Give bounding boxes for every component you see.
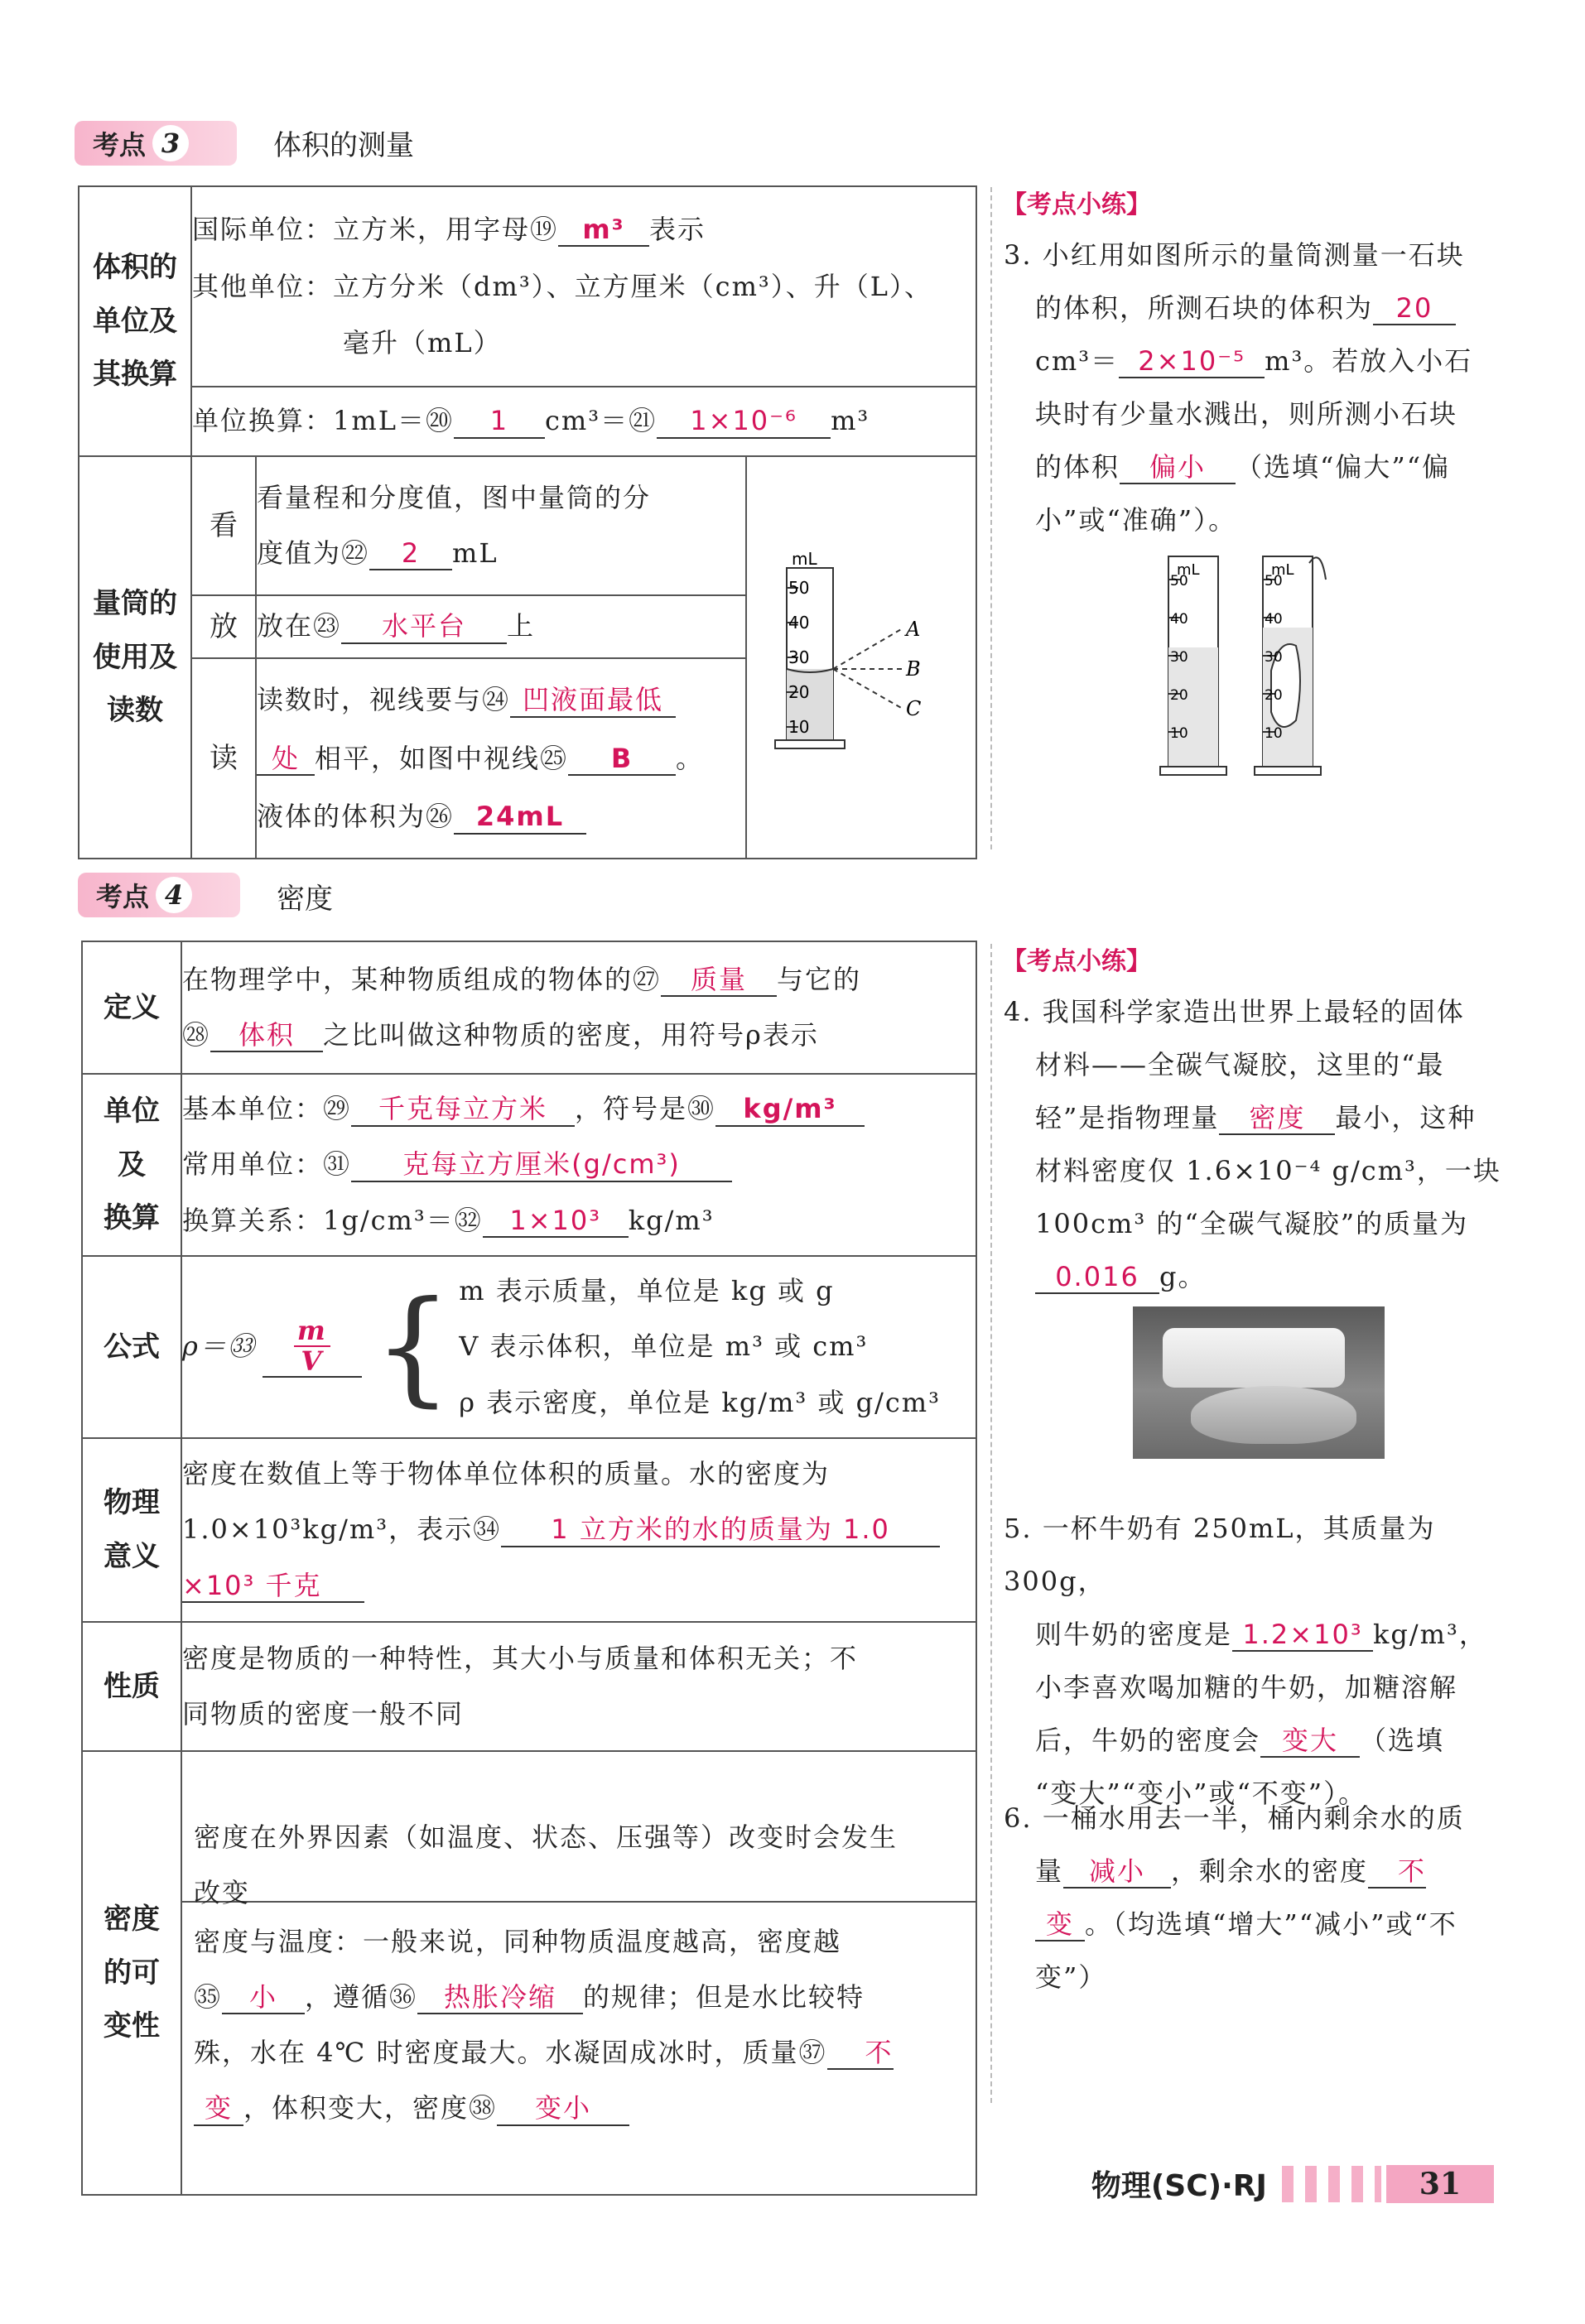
question-3: 3. 小红用如图所示的量筒测量一石块 的体积，所测石块的体积为 20 cm³＝ 2×10⁻⁵ m³。若放入小石 块时有少量水溅出，则所测小石块 的体积 偏小 （选填“偏大”“偏 小”或“准确”）。 [1004,239,1473,536]
put-label: 放 [191,595,256,658]
tag-label: 考点 [93,129,147,161]
tick-label: 50 [788,578,810,598]
sight-line-a [833,628,903,669]
variability-temperature: 密度与温度：一般来说，同种物质温度越高，密度越 ㉟ 小 ，遵循㊱ 热胀冷缩 的规律；但是水比较特 殊，水在 4℃ 时密度最大。水凝固成冰时，质量㊲ 不 变 ，体积变大，密度㊳ 变小 [182,1903,976,2148]
answer-32: 1×10³ [483,1205,629,1238]
tick-label: 10 [1265,725,1283,742]
volume-table [78,185,977,859]
q3-answer-volume: 20 [1373,292,1456,325]
hand-shape [1191,1386,1356,1444]
section-title: 体积的测量 [273,129,414,162]
tick-label: 20 [788,682,810,702]
formula-numerator: m [296,1314,327,1346]
tick-label: 40 [788,613,810,633]
answer-34b: ×10³ 千克 [182,1570,364,1603]
q6-answer-mass: 减小 [1063,1855,1171,1889]
answer-22: 2 [369,537,452,570]
answer-24b: 处 [257,743,315,776]
tag-number: 4 [156,877,192,913]
cylinder-base [775,740,845,748]
column-divider [990,944,992,2103]
question-5: 5. 一杯牛奶有 250mL，其质量为 300g， 则牛奶的密度是 1.2×10³ kg/m³， 小李喜欢喝加糖的牛奶，加糖溶解 后，牛奶的密度会 变大 （选填 “变大”“变小”或“不变”）。 [1004,1513,1487,1809]
put-cell: 放在㉓ 水平台 上 [256,595,746,658]
label-a: A [906,618,921,641]
formula-cell: ρ＝㉝ m V { m 表示质量，单位是 kg 或 g V 表示体积，单位是 m³ 或 cm³ ρ 表示密度，单位是 kg/m³ 或 g/cm³ [181,1256,976,1438]
row-label-units: 体积的 单位及 其换算 [79,186,191,456]
section-tag-3 [75,121,237,166]
q4-answer-mass: 0.016 [1035,1261,1159,1294]
tick-label: 50 [1265,573,1283,589]
question-4: 4. 我国科学家造出世界上最轻的固体 材料——全碳气凝胶，这里的“最 轻”是指物理量 密度 最小，这种 材料密度仅 1.6×10⁻⁴ g/cm³，一块 100cm³ 的“全碳气凝胶”的质量为 0.016 g。 [1004,985,1509,1303]
answer-36: 热胀冷缩 [417,1981,583,2014]
row-label-meaning: 物理 意义 [82,1438,181,1622]
column-divider [990,187,992,849]
row-label-formula: 公式 [82,1256,181,1438]
tick-label: 10 [1170,725,1188,742]
tick-label: 50 [1170,573,1188,589]
question-6: 6. 一桶水用去一半，桶内剩余水的质 量 减小 ，剩余水的密度 不 变 。（均选填“增大”“减小”或“不 变”） [1004,1802,1465,1993]
answer-19: m³ [558,214,649,247]
practice-header-2: 【考点小练】 [1002,947,1151,976]
answer-29: 千克每立方米 [351,1093,575,1126]
answer-37b: 变 [194,2092,243,2125]
units-cell: 国际单位：立方米，用字母⑲ m³ 表示 其他单位：立方分米（dm³）、立方厘米（cm³）、升（L）、 毫升（mL） [191,186,976,387]
answer-30: kg/m³ [715,1093,865,1126]
practice-header-1: 【考点小练】 [1002,190,1151,219]
answer-24a: 凹液面最低 [510,684,676,717]
svg-text:mL: mL [1271,561,1294,579]
tag-label: 考点 [96,881,150,912]
footer-decoration [1282,2166,1381,2202]
aerogel-block [1163,1328,1345,1388]
density-table [81,941,977,2196]
sight-line-c [833,669,903,709]
answer-23: 水平台 [341,610,507,643]
conversion-cell: 单位换算：1mL＝⑳ 1 cm³＝㉑ 1×10⁻⁶ m³ [191,387,976,456]
tick-label: 40 [1170,611,1188,628]
measuring-cylinder-figure [754,533,969,782]
section-title: 密度 [277,883,333,916]
label-c: C [906,697,922,720]
svg-text:mL: mL [1177,561,1200,579]
look-cell: 看量程和分度值，图中量筒的分 度值为㉒ 2 mL [256,456,746,595]
formula-denominator: V [301,1345,324,1377]
answer-34a: 1 立方米的水的质量为 1.0 [501,1513,940,1547]
cylinder-unit: mL [792,549,817,569]
answer-27: 质量 [661,964,777,997]
answer-28: 体积 [210,1019,323,1052]
read-label: 读 [191,658,256,859]
row-label-definition: 定义 [82,941,181,1074]
tick-label: 30 [1170,649,1188,666]
tick-label: 30 [1265,649,1283,666]
page-footer [1091,2163,1494,2205]
answer-33 [263,1316,362,1378]
look-label: 看 [191,456,256,595]
variability-cell [181,1751,976,2195]
tick-label: 30 [788,647,810,667]
aerogel-photo [1133,1306,1385,1459]
property-cell: 密度是物质的一种特性，其大小与质量和体积无关；不 同物质的密度一般不同 [181,1622,976,1751]
tag-number: 3 [152,125,189,161]
q3-answer-effect: 偏小 [1120,451,1236,484]
answer-21: 1×10⁻⁶ [657,405,831,438]
answer-26: 24mL [454,801,586,834]
row-label-property: 性质 [82,1622,181,1751]
q6-answer-density-a: 不 [1368,1855,1426,1889]
definition-cell: 在物理学中，某种物质组成的物体的㉗ 质量 与它的 ㉘ 体积 之比叫做这种物质的密度，用符号ρ表示 [181,941,976,1074]
answer-25: B [568,743,676,776]
meaning-cell: 密度在数值上等于物体单位体积的质量。水的密度为 1.0×10³kg/m³，表示㉞ 1 立方米的水的质量为 1.0 ×10³ 千克 [181,1438,976,1622]
answer-35: 小 [222,1981,305,2014]
row-label-variability: 密度 的可 变性 [82,1751,181,2195]
row-label-cylinder: 量筒的 使用及 读数 [79,456,191,859]
answer-38: 变小 [497,2092,629,2125]
answer-31: 克每立方厘米(g/cm³) [351,1148,732,1181]
tick-label: 40 [1265,611,1283,628]
q6-answer-density-b: 变 [1035,1908,1085,1941]
answer-20: 1 [454,405,545,438]
cylinder-figure-cell [746,456,976,859]
footer-subject: 物理(SC)·RJ [1091,2169,1267,2203]
section-tag-4 [78,873,240,917]
q4-answer-quantity: 密度 [1219,1102,1335,1135]
tick-label: 20 [1170,687,1188,704]
q5-answer-density: 1.2×10³ [1232,1619,1373,1652]
tick-label: 20 [1265,687,1283,704]
variability-general: 密度在外界因素（如温度、状态、压强等）改变时会发生 改变 [182,1798,976,1903]
units-cell: 基本单位：㉙ 千克每立方米 ，符号是㉚ kg/m³ 常用单位：㉛ 克每立方厘米(g/cm³) 换算关系：1g/cm³＝㉜ 1×10³ kg/m³ [181,1074,976,1256]
q3-cylinder-figure [1155,546,1354,787]
answer-37a: 不 [827,2037,894,2070]
q5-answer-change: 变大 [1260,1725,1360,1758]
formula-brace: { [373,1275,455,1419]
page-number: 31 [1386,2165,1494,2203]
row-label-units: 单位 及 换算 [82,1074,181,1256]
tick-label: 10 [788,717,810,737]
read-cell: 读数时，视线要与㉔ 凹液面最低 处 相平，如图中视线㉕ B 。 液体的体积为㉖ 24mL [256,658,746,859]
q3-answer-m3: 2×10⁻⁵ [1119,345,1265,378]
label-b: B [906,657,921,681]
